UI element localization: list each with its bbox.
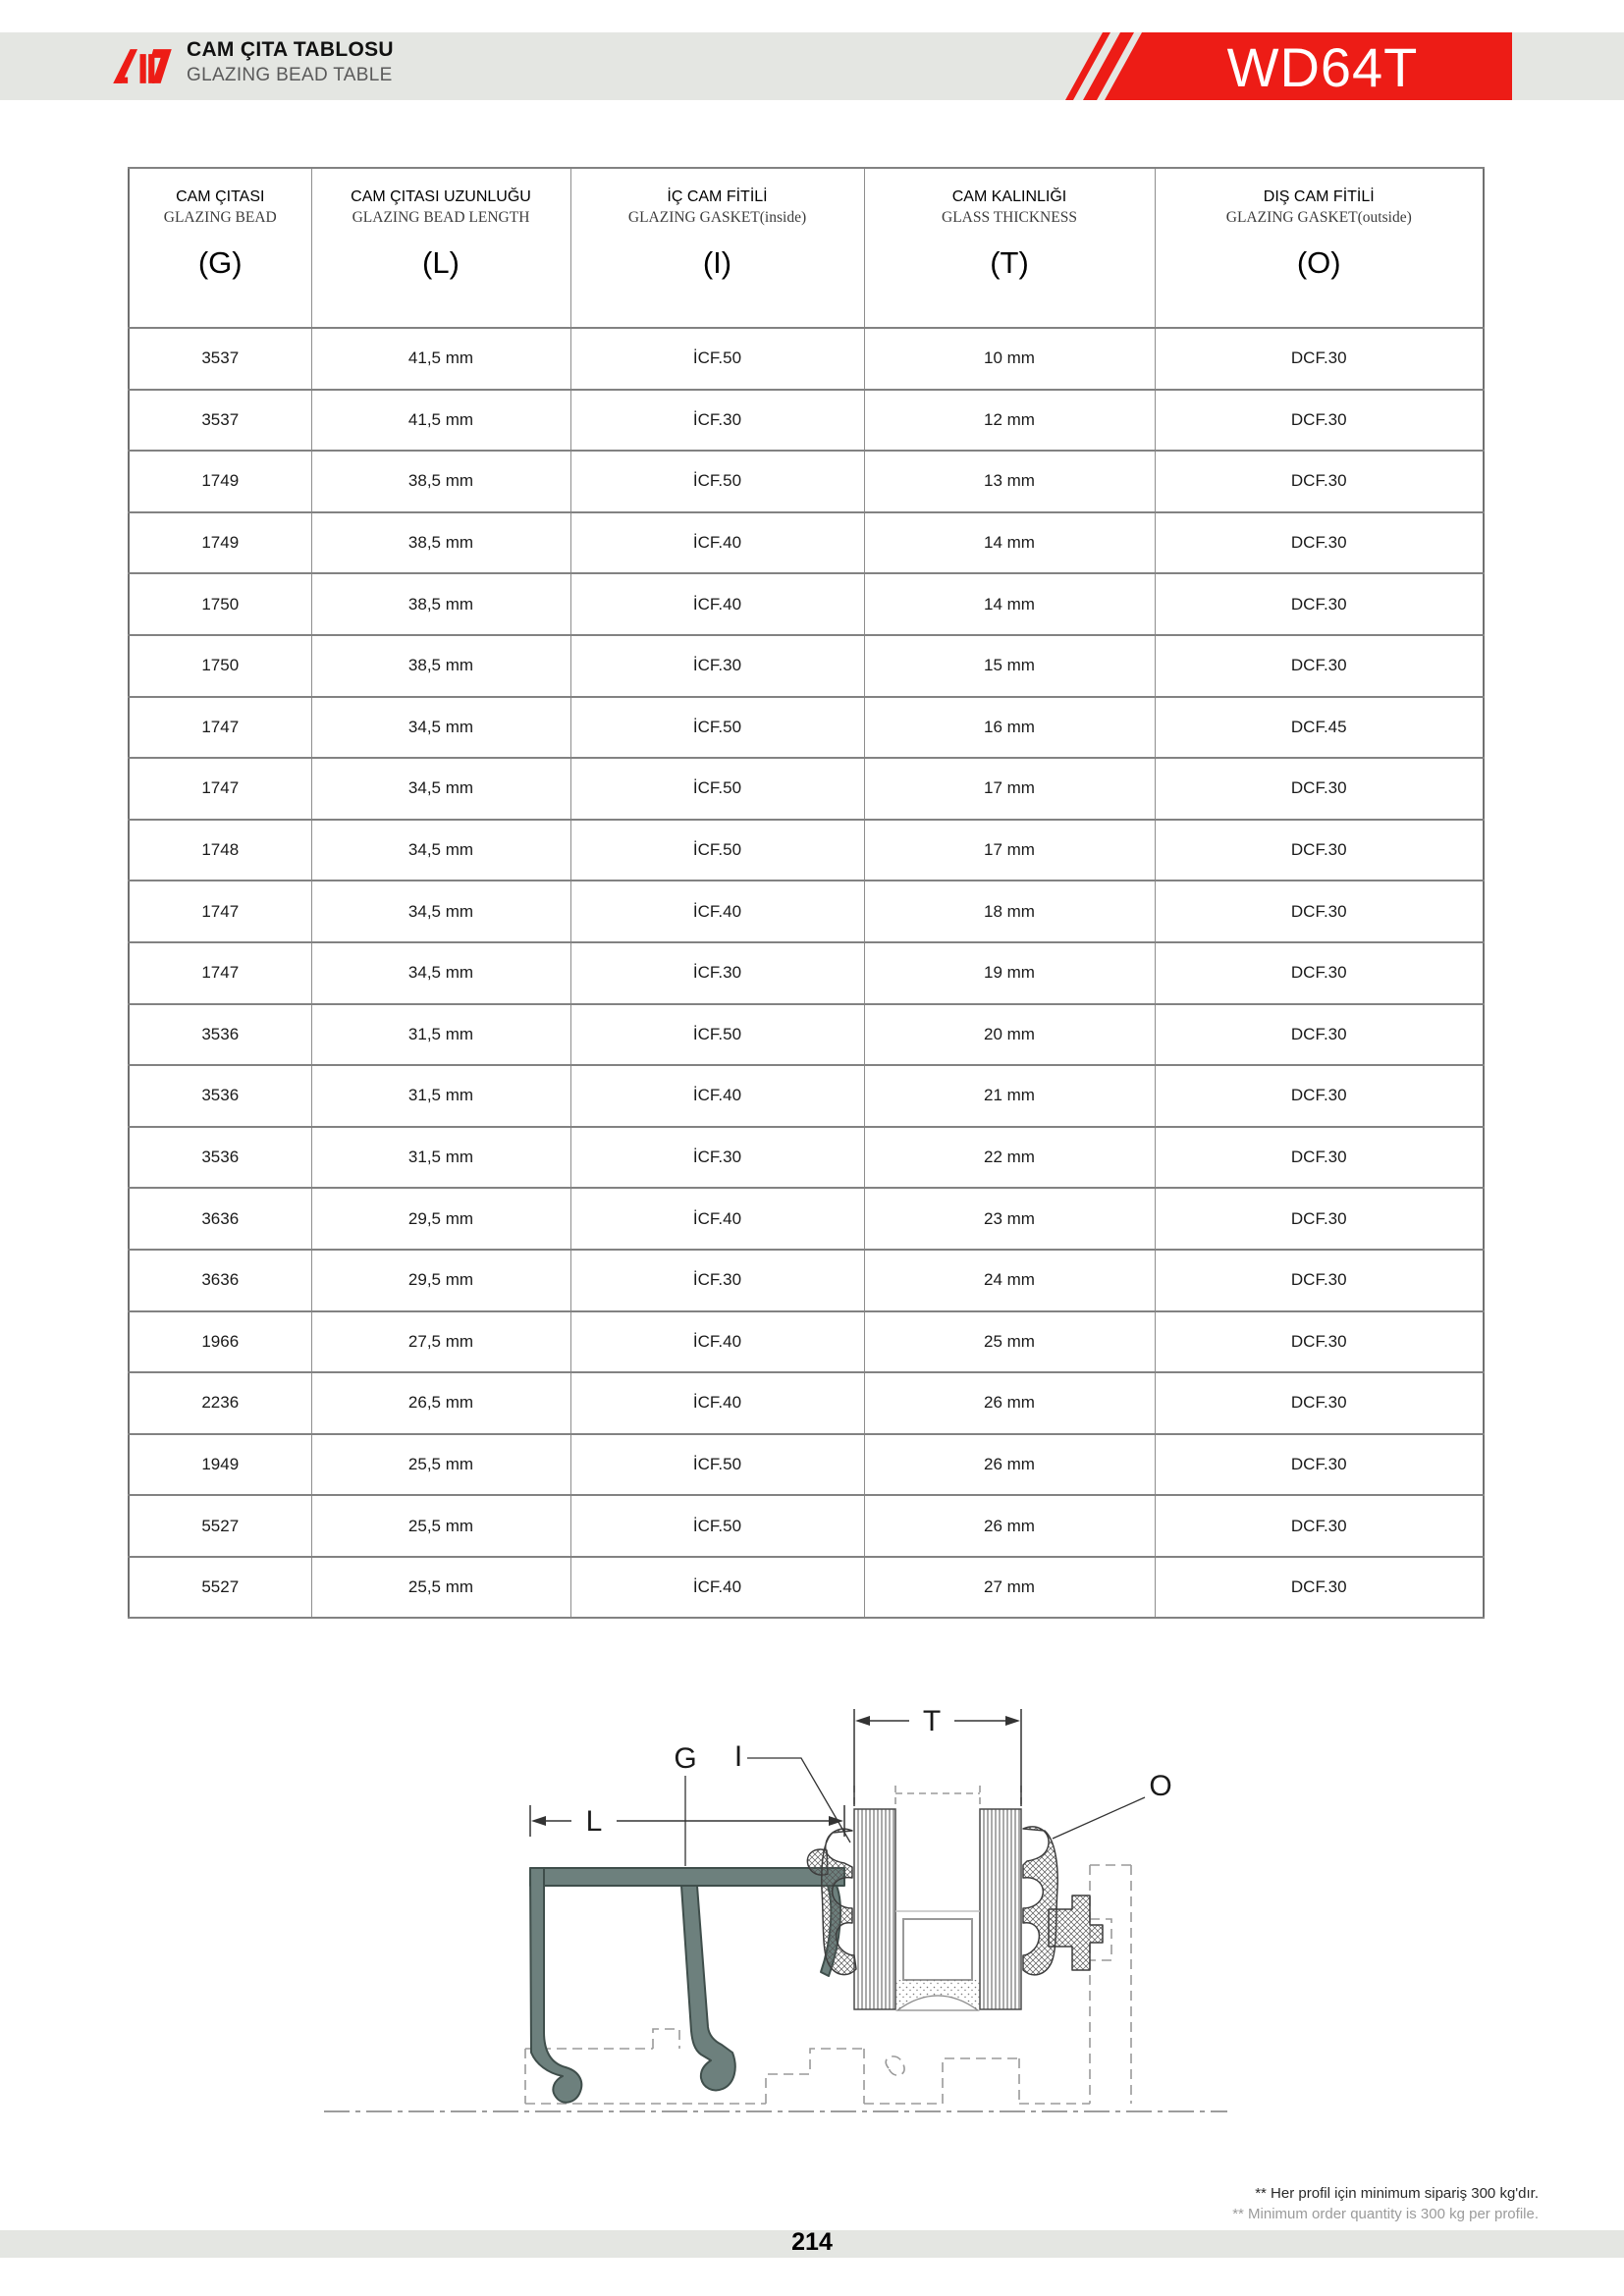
table-row [129, 1127, 1484, 1189]
table-cell: 22 mm [864, 1127, 1155, 1189]
table-cell: 26 mm [864, 1434, 1155, 1496]
page-subtitle: GLAZING BEAD TABLE [187, 65, 393, 85]
table-cell: DCF.30 [1155, 1434, 1484, 1496]
table-header-row [129, 168, 1484, 328]
table-row [129, 881, 1484, 942]
dim-label-o: O [1149, 1770, 1172, 1802]
column-header-g [129, 168, 311, 328]
table-cell: İCF.50 [570, 1495, 864, 1557]
column-title-en: GLASS THICKNESS [942, 209, 1077, 226]
table-cell: 1750 [129, 635, 311, 697]
spacer-bar [903, 1919, 972, 1980]
table-cell: 17 mm [864, 758, 1155, 820]
table-row [129, 390, 1484, 452]
glass-pane-left [854, 1809, 895, 2009]
table-cell: 27 mm [864, 1557, 1155, 1619]
table-row [129, 1004, 1484, 1066]
table-row [129, 1188, 1484, 1250]
table-cell: 25,5 mm [311, 1495, 570, 1557]
table-cell: İCF.30 [570, 942, 864, 1004]
table-cell: İCF.40 [570, 1311, 864, 1373]
table-cell: 26 mm [864, 1495, 1155, 1557]
table-row [129, 942, 1484, 1004]
table-cell: DCF.30 [1155, 512, 1484, 574]
table-cell: 41,5 mm [311, 328, 570, 390]
table-cell: 34,5 mm [311, 758, 570, 820]
table-cell: 1747 [129, 881, 311, 942]
table-cell: 5527 [129, 1557, 311, 1619]
table-cell: 24 mm [864, 1250, 1155, 1311]
callout-i [734, 1740, 850, 1842]
table-row [129, 635, 1484, 697]
table-cell: İCF.40 [570, 573, 864, 635]
table-row [129, 1065, 1484, 1127]
table-cell: 3636 [129, 1250, 311, 1311]
table-cell: 1747 [129, 697, 311, 759]
inner-gasket [807, 1829, 856, 1974]
table-cell: 3536 [129, 1065, 311, 1127]
technical-diagram [314, 1683, 1237, 2135]
table-cell: İCF.40 [570, 512, 864, 574]
table-cell: 27,5 mm [311, 1311, 570, 1373]
table-cell: İCF.40 [570, 1557, 864, 1619]
table-cell: 23 mm [864, 1188, 1155, 1250]
column-title-tr: DIŞ CAM FİTİLİ [1263, 188, 1375, 205]
table-cell: DCF.30 [1155, 1004, 1484, 1066]
column-symbol: (O) [1296, 245, 1341, 280]
table-cell: 41,5 mm [311, 390, 570, 452]
table-cell: 16 mm [864, 697, 1155, 759]
table-cell: 12 mm [864, 390, 1155, 452]
table-cell: 14 mm [864, 573, 1155, 635]
table-cell: 13 mm [864, 451, 1155, 512]
table-row [129, 328, 1484, 390]
table-cell: 38,5 mm [311, 573, 570, 635]
table-cell: 21 mm [864, 1065, 1155, 1127]
table-cell: 26,5 mm [311, 1372, 570, 1434]
table-cell: İCF.40 [570, 1065, 864, 1127]
table-cell: 34,5 mm [311, 820, 570, 881]
table-cell: 31,5 mm [311, 1004, 570, 1066]
table-cell: DCF.30 [1155, 820, 1484, 881]
table-cell: İCF.50 [570, 758, 864, 820]
callout-o [1053, 1770, 1172, 1839]
table-cell: İCF.40 [570, 1188, 864, 1250]
table-row [129, 573, 1484, 635]
page-number: 214 [791, 2228, 833, 2256]
column-title-tr: CAM ÇITASI UZUNLUĞU [351, 188, 531, 205]
table-row [129, 1372, 1484, 1434]
table-cell: 14 mm [864, 512, 1155, 574]
table-cell: 25,5 mm [311, 1434, 570, 1496]
table-cell: 1750 [129, 573, 311, 635]
table-cell: DCF.30 [1155, 1372, 1484, 1434]
footnote-tr: ** Her profil için minimum sipariş 300 kg'dır. [1255, 2185, 1539, 2202]
dim-label-g: G [674, 1742, 697, 1775]
column-header-t [864, 168, 1155, 328]
table-cell: 1747 [129, 758, 311, 820]
brand-logo-icon [112, 38, 173, 94]
table-cell: 34,5 mm [311, 942, 570, 1004]
table-cell: İCF.30 [570, 390, 864, 452]
table-cell: DCF.30 [1155, 328, 1484, 390]
table-cell: 3536 [129, 1004, 311, 1066]
footnote-en: ** Minimum order quantity is 300 kg per profile. [1232, 2206, 1539, 2222]
column-header-l [311, 168, 570, 328]
dimension-l [530, 1805, 844, 1838]
column-symbol: (G) [197, 245, 243, 280]
table-cell: 19 mm [864, 942, 1155, 1004]
table-cell: 34,5 mm [311, 697, 570, 759]
column-symbol: (L) [422, 245, 460, 280]
table-cell: 29,5 mm [311, 1250, 570, 1311]
glass-pane-right [980, 1809, 1021, 2009]
table-cell: İCF.30 [570, 1127, 864, 1189]
table-cell: DCF.30 [1155, 573, 1484, 635]
table-cell: 3536 [129, 1127, 311, 1189]
dim-label-t: T [922, 1705, 942, 1737]
table-cell: 38,5 mm [311, 451, 570, 512]
callout-g [674, 1742, 696, 1866]
table-cell: DCF.30 [1155, 881, 1484, 942]
column-header-i [570, 168, 864, 328]
table-cell: DCF.30 [1155, 1495, 1484, 1557]
dim-label-l: L [585, 1805, 603, 1838]
table-cell: 10 mm [864, 328, 1155, 390]
table-cell: İCF.40 [570, 1372, 864, 1434]
table-cell: 26 mm [864, 1372, 1155, 1434]
table-cell: 25 mm [864, 1311, 1155, 1373]
table-cell: 2236 [129, 1372, 311, 1434]
glazing-bead-profile [530, 1868, 844, 2103]
column-title-tr: CAM KALINLIĞI [951, 188, 1067, 205]
table-cell: DCF.30 [1155, 1311, 1484, 1373]
dim-label-i: I [733, 1740, 743, 1773]
table-cell: 3537 [129, 328, 311, 390]
table-cell: DCF.30 [1155, 942, 1484, 1004]
table-cell: DCF.30 [1155, 1557, 1484, 1619]
table-cell: DCF.30 [1155, 1188, 1484, 1250]
table-row [129, 820, 1484, 881]
table-cell: 18 mm [864, 881, 1155, 942]
table-cell: DCF.30 [1155, 1065, 1484, 1127]
table-cell: 1749 [129, 451, 311, 512]
outer-gasket [1023, 1827, 1103, 1975]
table-cell: 1949 [129, 1434, 311, 1496]
column-title-tr: İÇ CAM FİTİLİ [667, 188, 768, 205]
table-cell: İCF.40 [570, 881, 864, 942]
product-code-banner [1065, 32, 1512, 100]
glass-unit [854, 1786, 1021, 2010]
table-cell: DCF.45 [1155, 697, 1484, 759]
table-cell: 17 mm [864, 820, 1155, 881]
table-cell: 20 mm [864, 1004, 1155, 1066]
table-row [129, 1557, 1484, 1619]
dimension-t [854, 1705, 1021, 1806]
table-cell: 1747 [129, 942, 311, 1004]
table-cell: İCF.30 [570, 635, 864, 697]
table-cell: 31,5 mm [311, 1127, 570, 1189]
page-title-block [187, 36, 394, 87]
table-cell: İCF.50 [570, 328, 864, 390]
table-cell: 3636 [129, 1188, 311, 1250]
column-symbol: (T) [990, 245, 1029, 280]
table-cell: 38,5 mm [311, 635, 570, 697]
product-code: WD64T [1226, 36, 1419, 98]
table-cell: DCF.30 [1155, 758, 1484, 820]
table-cell: 25,5 mm [311, 1557, 570, 1619]
table-row [129, 697, 1484, 759]
table-cell: DCF.30 [1155, 451, 1484, 512]
table-cell: 1748 [129, 820, 311, 881]
table-row [129, 1495, 1484, 1557]
table-cell: 15 mm [864, 635, 1155, 697]
table-row [129, 1434, 1484, 1496]
table-row [129, 512, 1484, 574]
table-cell: 1966 [129, 1311, 311, 1373]
table-cell: İCF.30 [570, 1250, 864, 1311]
column-title-en: GLAZING GASKET(outside) [1225, 209, 1412, 226]
column-title-en: GLAZING GASKET(inside) [627, 209, 807, 226]
table-cell: 5527 [129, 1495, 311, 1557]
table-cell: DCF.30 [1155, 1127, 1484, 1189]
column-header-o [1155, 168, 1484, 328]
table-cell: DCF.30 [1155, 1250, 1484, 1311]
table-row [129, 758, 1484, 820]
table-row [129, 1250, 1484, 1311]
table-cell: 38,5 mm [311, 512, 570, 574]
table-cell: İCF.50 [570, 697, 864, 759]
table-cell: 3537 [129, 390, 311, 452]
column-symbol: (I) [702, 245, 732, 280]
table-cell: 31,5 mm [311, 1065, 570, 1127]
footnotes [1232, 2183, 1539, 2224]
column-title-en: GLAZING BEAD LENGTH [352, 209, 530, 226]
glazing-table-body [129, 328, 1484, 1618]
table-cell: İCF.50 [570, 1004, 864, 1066]
table-cell: DCF.30 [1155, 390, 1484, 452]
table-cell: 29,5 mm [311, 1188, 570, 1250]
table-cell: 1749 [129, 512, 311, 574]
table-row [129, 451, 1484, 512]
column-title-en: GLAZING BEAD [163, 209, 277, 226]
table-cell: İCF.50 [570, 820, 864, 881]
table-cell: İCF.50 [570, 451, 864, 512]
table-row [129, 1311, 1484, 1373]
table-cell: İCF.50 [570, 1434, 864, 1496]
glazing-bead-table [128, 167, 1483, 1619]
page-title: CAM ÇITA TABLOSU [187, 38, 394, 61]
table-cell: DCF.30 [1155, 635, 1484, 697]
column-title-tr: CAM ÇITASI [176, 188, 265, 205]
table-cell: 34,5 mm [311, 881, 570, 942]
